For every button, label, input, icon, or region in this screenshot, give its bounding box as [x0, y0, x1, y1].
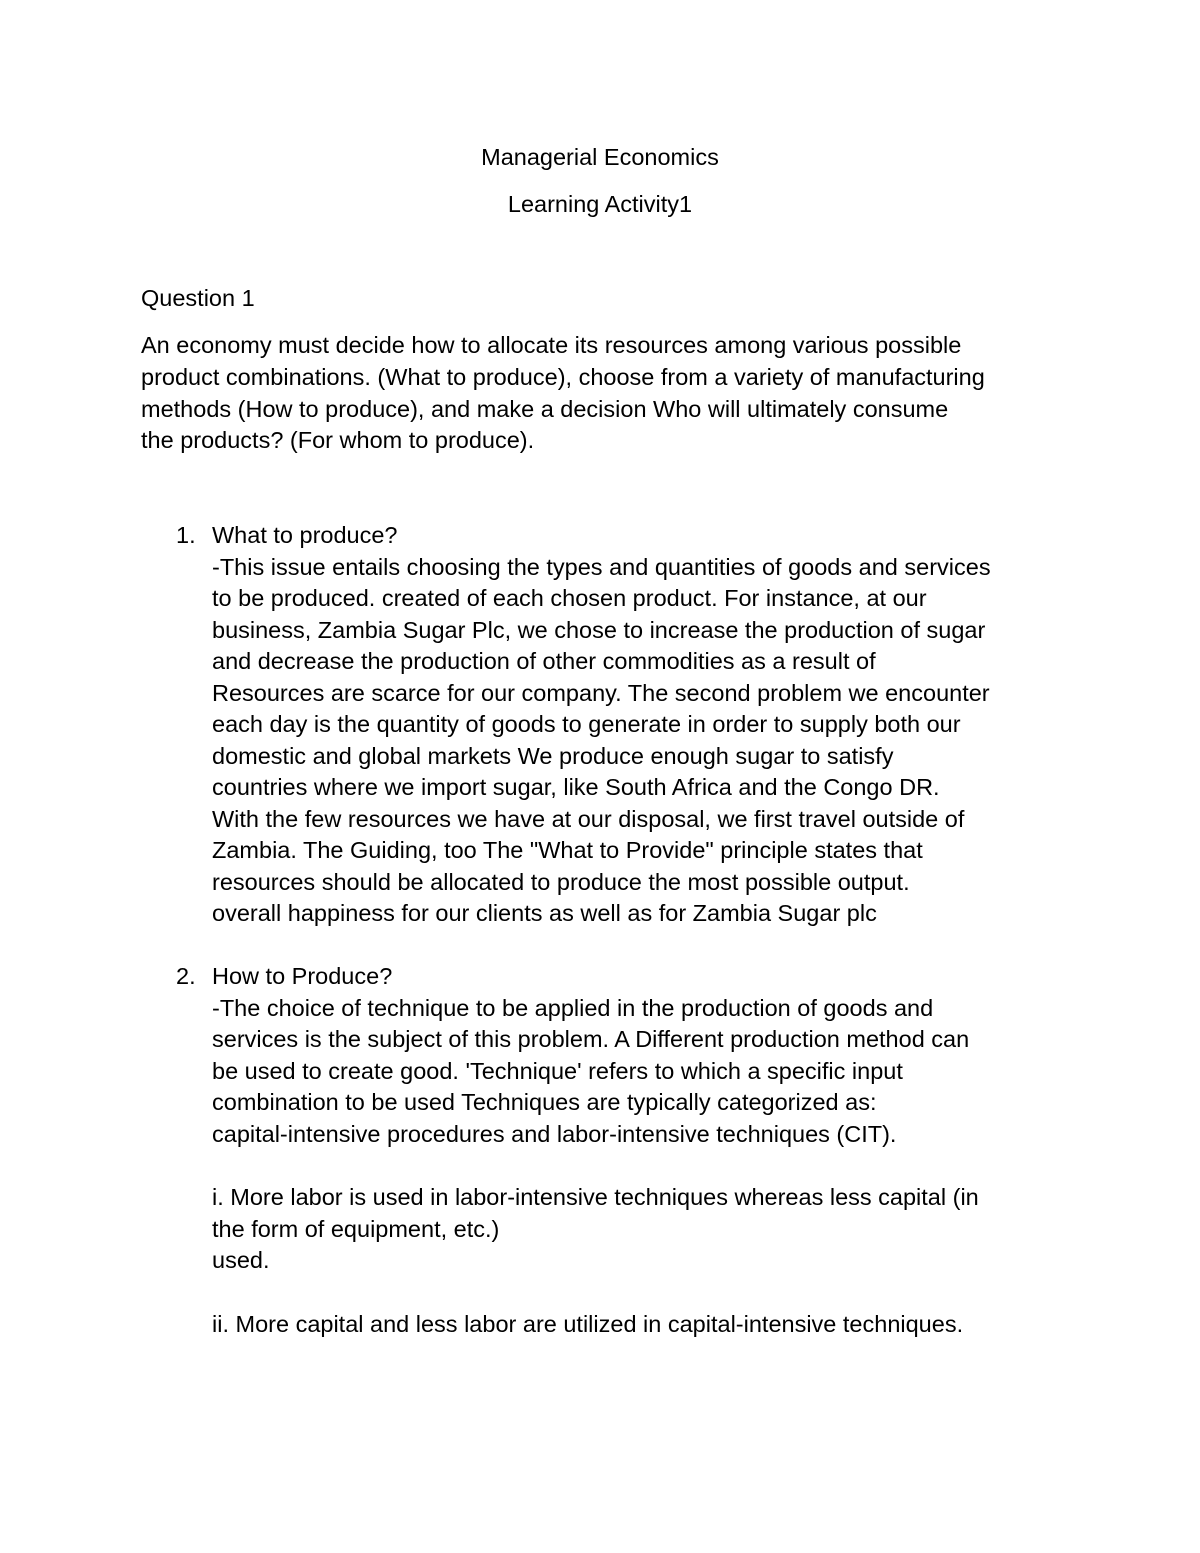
intro-paragraph: [141, 330, 1071, 457]
intro-line: An economy must decide how to allocate its resources among various possible: [141, 332, 962, 358]
list-item-heading: How to Produce?: [212, 963, 393, 989]
list-item-line: domestic and global markets We produce enough sugar to satisfy: [212, 742, 894, 769]
list-item-line: Resources are scarce for our company. The second problem we encounter: [212, 679, 990, 706]
intro-line: the products? (For whom to produce).: [141, 427, 535, 454]
sub-point-line: used.: [212, 1247, 270, 1273]
list-item-line: combination to be used Techniques are typically categorized as:: [212, 1089, 877, 1115]
list-item-line: business, Zambia Sugar Plc, we chose to increase the production of sugar: [212, 616, 986, 643]
sub-point-i: [212, 1182, 1092, 1277]
list-item-line: to be produced. created of each chosen product. For instance, at our: [212, 585, 927, 611]
list-item-line: and decrease the production of other commodities as a result of: [212, 648, 876, 674]
intro-line: product combinations. (What to produce), choose from a variety of manufacturing: [141, 363, 985, 390]
document-title: Managerial Economics: [481, 144, 719, 170]
list-item-line: capital-intensive procedures and labor-intensive techniques (CIT).: [212, 1120, 897, 1147]
document-subtitle: Learning Activity1: [507, 191, 693, 217]
sub-point-line: ii. More capital and less labor are utilized in capital-intensive techniques.: [212, 1311, 964, 1337]
list-item-line: -This issue entails choosing the types and quantities of goods and services: [212, 553, 991, 580]
list-item-body: [212, 961, 1072, 1150]
list-item-heading: What to produce?: [212, 522, 398, 548]
list-item-line: Zambia. The Guiding, too The "What to Provide" principle states that: [212, 837, 923, 863]
list-item-line: be used to create good. 'Technique' refers to which a specific input: [212, 1057, 903, 1084]
list-item-line: countries where we import sugar, like South Africa and the Congo DR.: [212, 774, 940, 800]
intro-line: methods (How to produce), and make a decision Who will ultimately consume: [141, 395, 949, 422]
list-item-line: each day is the quantity of goods to generate in order to supply both our: [212, 711, 961, 737]
sub-point-line: the form of equipment, etc.): [212, 1215, 500, 1242]
list-item-line: With the few resources we have at our disposal, we first travel outside of: [212, 805, 965, 832]
sub-point-ii: [212, 1309, 1092, 1341]
question-label: Question 1: [141, 285, 255, 311]
list-item-line: services is the subject of this problem. A Different production method can: [212, 1026, 970, 1052]
list-item-line: resources should be allocated to produce the most possible output.: [212, 868, 910, 895]
list-item-line: -The choice of technique to be applied in the production of goods and: [212, 994, 934, 1021]
list-number: 2.: [176, 963, 196, 989]
list-item-line: overall happiness for our clients as well as for Zambia Sugar plc: [212, 900, 877, 926]
list-number: 1.: [176, 522, 196, 548]
list-item-body: [212, 520, 1072, 930]
sub-point-line: i. More labor is used in labor-intensive techniques whereas less capital (in: [212, 1184, 979, 1210]
